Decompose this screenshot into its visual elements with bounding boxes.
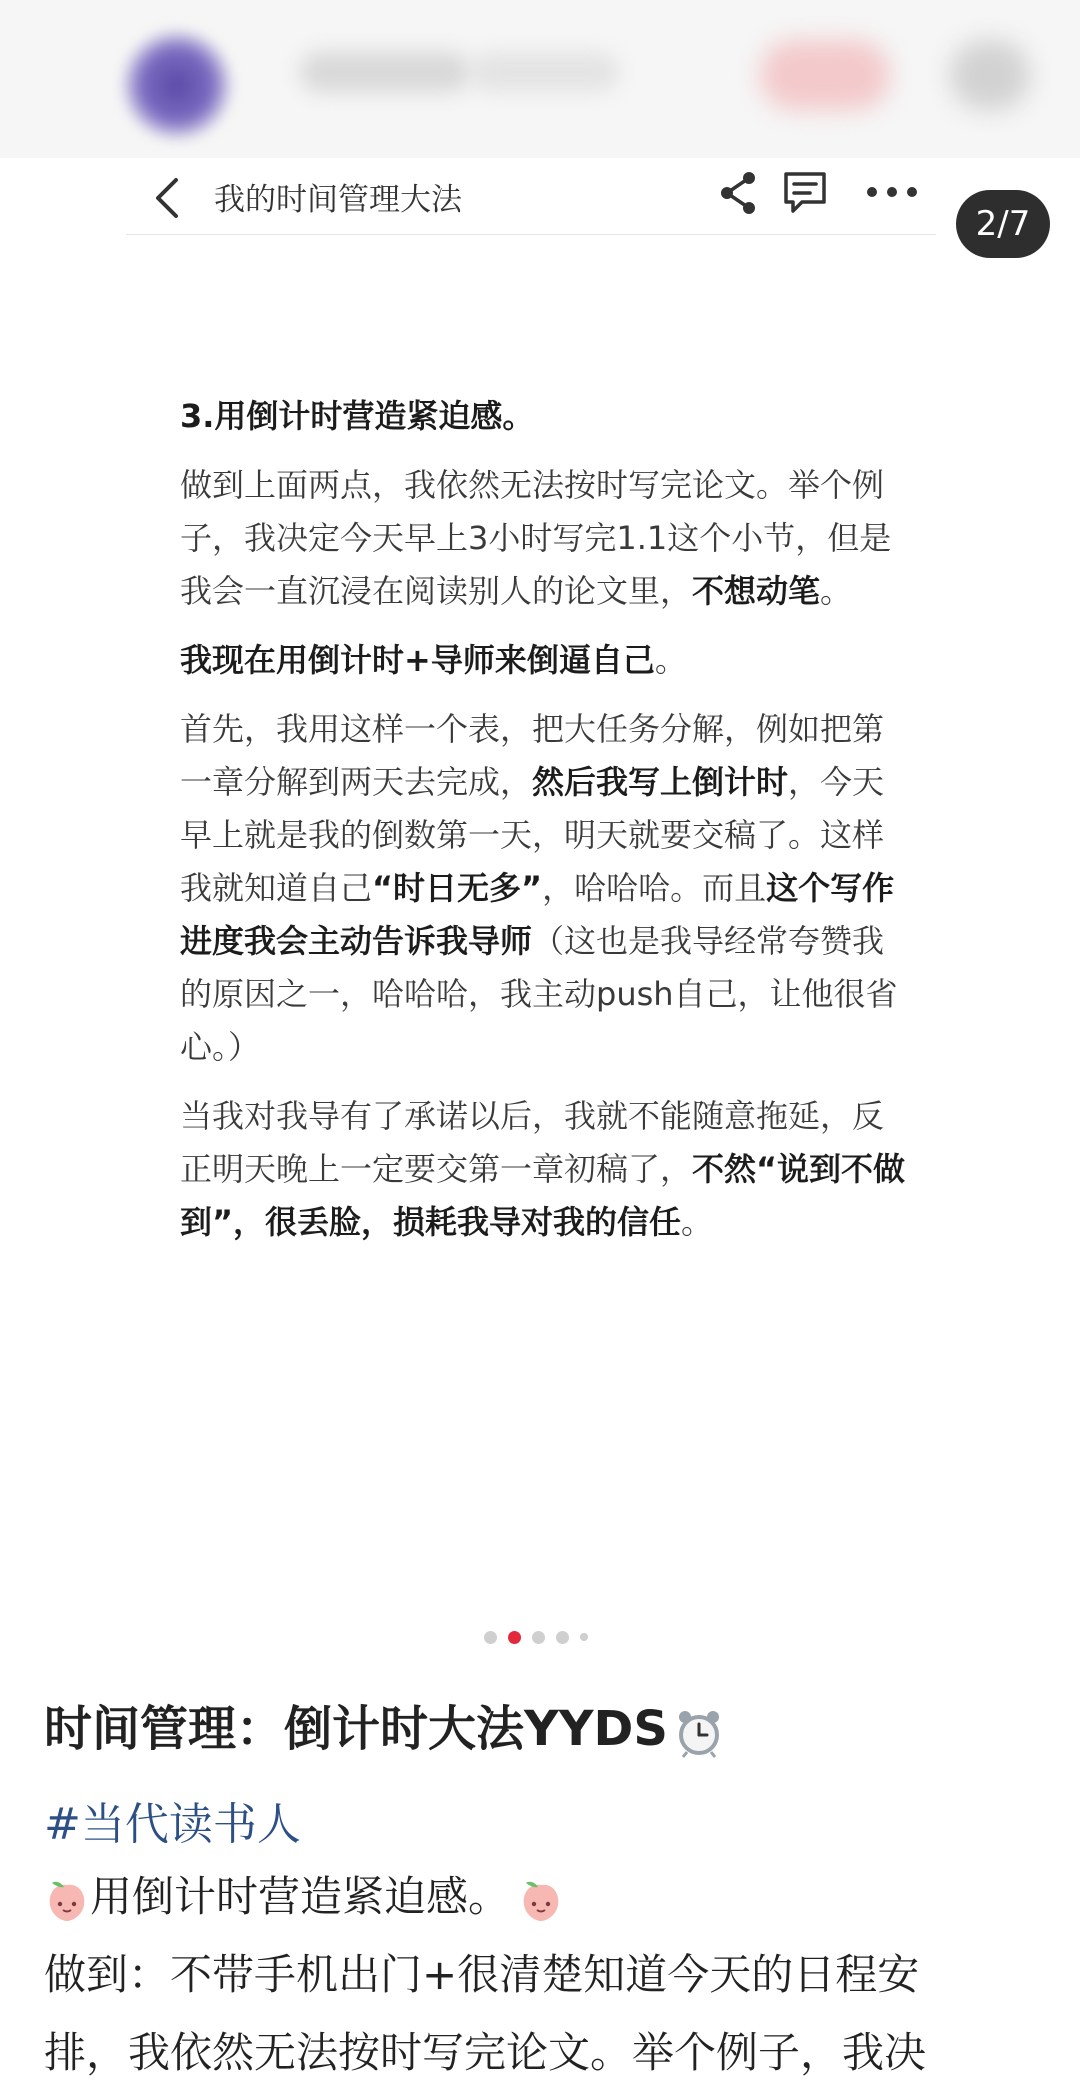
more-icon: [864, 170, 920, 214]
article-paragraph-2: 我现在用倒计时+导师来倒逼自己。: [180, 641, 687, 679]
alarm-clock-icon: [672, 1705, 726, 1759]
carousel-dot[interactable]: [532, 1631, 545, 1644]
page-counter-badge: 2/7: [956, 190, 1050, 258]
inner-nav-bar: [126, 160, 936, 235]
peach-icon: [44, 1877, 90, 1923]
blurred-share-button: [950, 40, 1030, 110]
carousel-dot-active[interactable]: [508, 1631, 521, 1644]
back-icon: [150, 168, 186, 228]
article-paragraph-1: 做到上面两点，我依然无法按时写完论文。举个例子，我决定今天早上3小时写完1.1这个小节，但是我会一直沉浸在阅读别人的论文里，不想动笔。: [180, 466, 892, 610]
blurred-follow-button: [760, 40, 890, 110]
article-image-text: [180, 390, 910, 1265]
article-paragraph-4: 当我对我导有了承诺以后，我就不能随意拖延，反正明天晚上一定要交第一章初稿了，不然“说到不做到”，很丢脸，损耗我导对我的信任。: [180, 1097, 906, 1241]
blurred-subtitle: [470, 52, 620, 92]
carousel-indicator[interactable]: [484, 1630, 588, 1644]
hashtag-link[interactable]: #当代读书人: [44, 1799, 301, 1850]
post-line-3: 排，我依然无法按时写完论文。举个例子，我决: [44, 2028, 927, 2077]
blurred-avatar: [122, 30, 232, 140]
peach-icon: [518, 1877, 564, 1923]
inner-page-title: 我的时间管理大法: [214, 182, 462, 218]
post-title: 时间管理：倒计时大法YYDS: [44, 1690, 726, 1759]
share-icon: [716, 168, 760, 218]
post-line-1: 用倒计时营造紧迫感。: [44, 1864, 564, 1924]
article-paragraph-3: 首先，我用这样一个表，把大任务分解，例如把第一章分解到两天去完成，然后我写上倒计时，今天早上就是我的倒数第一天，明天就要交稿了。这样我就知道自己“时日无多”，哈哈哈。而且这个写作进度我会主动告诉我导师（这也是我导经常夸赞我的原因之一，哈哈哈，我主动push自己，让他很省心。）: [180, 710, 898, 1066]
post-line-2: 做到：不带手机出门+很清楚知道今天的日程安: [44, 1950, 920, 1999]
carousel-dot[interactable]: [484, 1631, 497, 1644]
carousel-dot[interactable]: [556, 1631, 569, 1644]
carousel-dot[interactable]: [580, 1633, 588, 1641]
blurred-username: [300, 52, 470, 92]
blurred-app-header: [0, 0, 1080, 158]
comment-icon: [780, 168, 830, 218]
article-heading: 3.用倒计时营造紧迫感。: [180, 397, 535, 435]
